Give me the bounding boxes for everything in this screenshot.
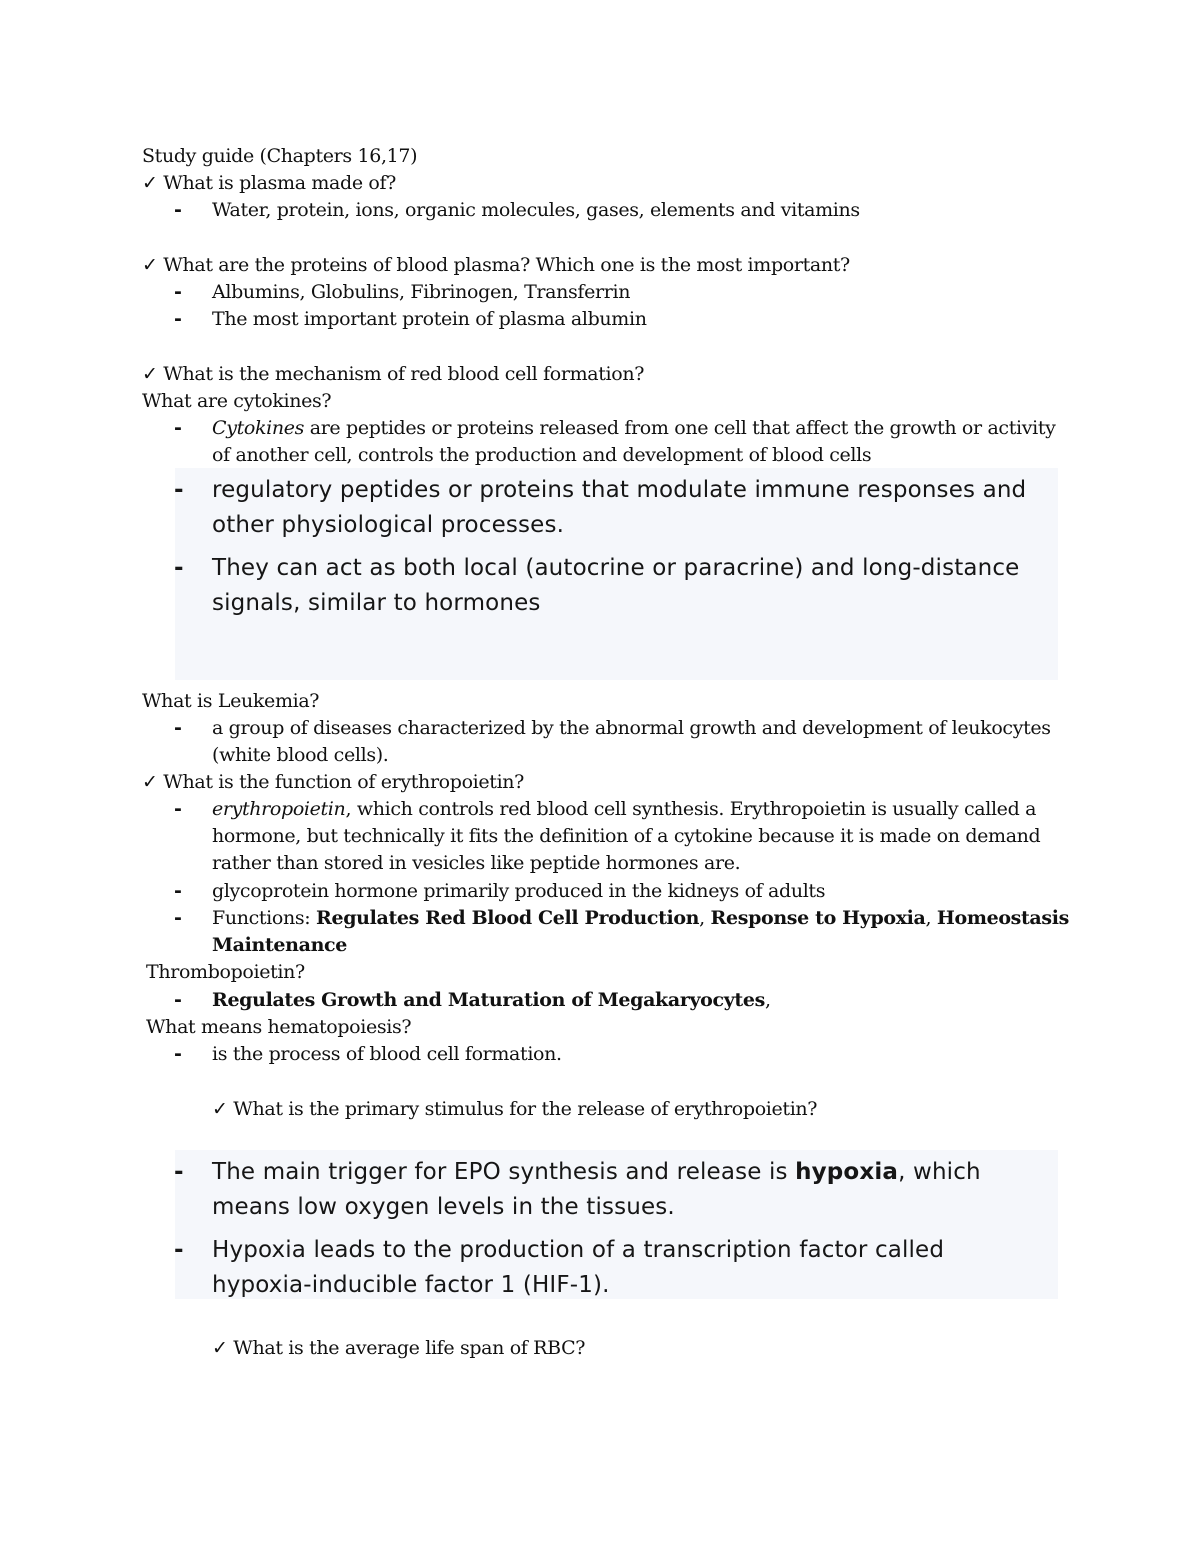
question-cytokines: What are cytokines?: [142, 390, 332, 412]
question-epo-function: ✓ What is the function of erythropoietin?: [142, 771, 525, 793]
question-proteins: ✓ What are the proteins of blood plasma? Which one is the most important?: [142, 254, 850, 276]
epo-note-1: - The main trigger for EPO synthesis and release is hypoxia, which: [174, 1155, 981, 1190]
answer-cytokines-cont: of another cell, controls the production and development of blood cells: [212, 444, 872, 466]
check-icon: ✓: [142, 254, 158, 276]
question-epo-stimulus: ✓ What is the primary stimulus for the release of erythropoietin?: [212, 1098, 818, 1120]
bullet-dash: -: [174, 281, 182, 303]
answer-leukemia-cont: (white blood cells).: [212, 744, 389, 766]
answer-epo-cont-1: hormone, but technically it fits the definition of a cytokine because it is made on demand: [212, 825, 1041, 847]
page-title: Study guide (Chapters 16,17): [142, 145, 418, 167]
bullet-dash: -: [174, 417, 182, 439]
epo-note-2: - Hypoxia leads to the production of a transcription factor called: [174, 1233, 944, 1268]
answer-cytokines: - Cytokines are peptides or proteins released from one cell that affect the growth or activity: [174, 415, 1056, 442]
check-icon: ✓: [142, 771, 158, 793]
answer-epo-functions: - Functions: Regulates Red Blood Cell Production, Response to Hypoxia, Homeostasis: [174, 905, 1069, 932]
cytokines-note-1: - regulatory peptides or proteins that modulate immune responses and: [174, 473, 1026, 508]
check-icon: ✓: [212, 1098, 228, 1120]
cytokines-note-2-cont: signals, similar to hormones: [212, 590, 541, 616]
check-icon: ✓: [142, 363, 158, 385]
question-rbc-lifespan: ✓ What is the average life span of RBC?: [212, 1337, 586, 1359]
answer-thrombopoietin: - Regulates Growth and Maturation of Megakaryocytes,: [174, 987, 771, 1014]
bullet-dash: -: [174, 1043, 182, 1065]
bullet-dash: -: [174, 880, 182, 902]
bullet-dash: -: [174, 1237, 184, 1263]
epo-note-1-cont: means low oxygen levels in the tissues.: [212, 1194, 675, 1220]
answer-leukemia: - a group of diseases characterized by the abnormal growth and development of leukocytes: [174, 715, 1051, 742]
epo-note-2-cont: hypoxia-inducible factor 1 (HIF-1).: [212, 1272, 610, 1298]
question-leukemia: What is Leukemia?: [142, 690, 320, 712]
bullet-dash: -: [174, 308, 182, 330]
answer-epo: - erythropoietin, which controls red blood cell synthesis. Erythropoietin is usually called a: [174, 796, 1036, 823]
answer-epo-functions-cont: Maintenance: [212, 934, 347, 956]
question-plasma: ✓ What is plasma made of?: [142, 172, 397, 194]
bullet-dash: -: [174, 1159, 184, 1185]
bullet-dash: -: [174, 798, 182, 820]
answer-proteins-important: - The most important protein of plasma albumin: [174, 306, 647, 333]
cytokines-note-2: - They can act as both local (autocrine or paracrine) and long-distance: [174, 551, 1019, 586]
bullet-dash: -: [174, 907, 182, 929]
bullet-dash: -: [174, 199, 182, 221]
bullet-dash: -: [174, 555, 184, 581]
bullet-dash: -: [174, 717, 182, 739]
answer-hematopoiesis: - is the process of blood cell formation.: [174, 1041, 562, 1068]
answer-proteins-list: - Albumins, Globulins, Fibrinogen, Transferrin: [174, 279, 630, 306]
bullet-dash: -: [174, 989, 182, 1011]
check-icon: ✓: [142, 172, 158, 194]
answer-plasma: - Water, protein, ions, organic molecules, gases, elements and vitamins: [174, 197, 860, 224]
answer-epo-glycoprotein: - glycoprotein hormone primarily produced in the kidneys of adults: [174, 878, 825, 905]
answer-epo-cont-2: rather than stored in vesicles like peptide hormones are.: [212, 852, 741, 874]
question-rbc-formation: ✓ What is the mechanism of red blood cell formation?: [142, 363, 645, 385]
question-hematopoiesis: What means hematopoiesis?: [146, 1016, 412, 1038]
question-thrombopoietin: Thrombopoietin?: [146, 961, 305, 983]
cytokines-note-1-cont: other physiological processes.: [212, 512, 565, 538]
bullet-dash: -: [174, 477, 184, 503]
check-icon: ✓: [212, 1337, 228, 1359]
